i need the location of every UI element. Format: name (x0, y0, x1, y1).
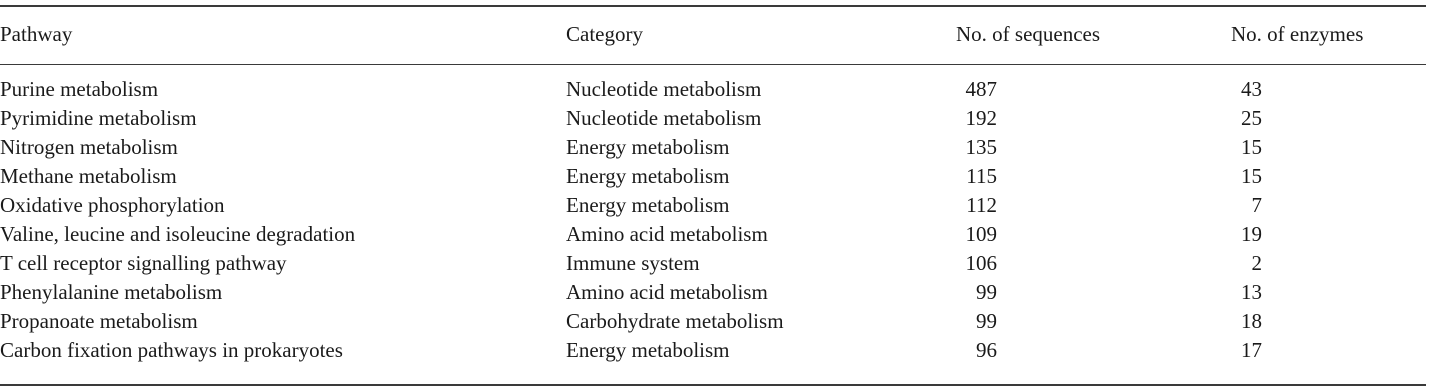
cell-category: Nucleotide metabolism (566, 77, 762, 101)
cell-enzymes: 18 (1241, 309, 1262, 333)
cell-sequences: 115 (966, 164, 997, 188)
cell-pathway: Phenylalanine metabolism (0, 280, 223, 304)
table-row (0, 104, 1431, 132)
cell-enzymes: 15 (1241, 164, 1262, 188)
cell-enzymes: 13 (1241, 280, 1262, 304)
table-row (0, 162, 1431, 190)
cell-pathway: Oxidative phosphorylation (0, 193, 225, 217)
cell-pathway: Methane metabolism (0, 164, 177, 188)
header-category: Category (566, 22, 643, 46)
cell-sequences: 135 (965, 135, 997, 159)
table-row (0, 278, 1431, 306)
cell-sequences: 99 (976, 309, 997, 333)
table-row (0, 249, 1431, 277)
table-row (0, 220, 1431, 248)
header-sequences: No. of sequences (956, 22, 1101, 46)
cell-sequences: 487 (965, 77, 997, 101)
cell-sequences: 99 (976, 280, 997, 304)
table-bottom-rule (0, 384, 1426, 386)
table-row (0, 307, 1431, 335)
cell-sequences: 106 (965, 251, 997, 275)
header-enzymes: No. of enzymes (1231, 22, 1364, 46)
cell-category: Energy metabolism (566, 193, 730, 217)
cell-category: Amino acid metabolism (566, 280, 768, 304)
cell-pathway: Nitrogen metabolism (0, 135, 178, 159)
cell-sequences: 192 (965, 106, 997, 130)
table-header (0, 20, 1431, 48)
header-pathway: Pathway (0, 22, 73, 46)
table-row (0, 336, 1431, 364)
cell-category: Carbohydrate metabolism (566, 309, 784, 333)
table-top-rule (0, 5, 1426, 7)
cell-enzymes: 7 (1251, 193, 1262, 217)
table-row (0, 75, 1431, 103)
cell-category: Energy metabolism (566, 135, 730, 159)
table-header-rule (0, 64, 1426, 65)
cell-enzymes: 19 (1241, 222, 1262, 246)
cell-pathway: Propanoate metabolism (0, 309, 198, 333)
cell-sequences: 109 (965, 222, 997, 246)
cell-category: Nucleotide metabolism (566, 106, 762, 130)
cell-enzymes: 25 (1241, 106, 1262, 130)
cell-enzymes: 2 (1251, 251, 1262, 275)
cell-pathway: Carbon fixation pathways in prokaryotes (0, 338, 343, 362)
cell-category: Amino acid metabolism (566, 222, 768, 246)
cell-pathway: T cell receptor signalling pathway (0, 251, 287, 275)
cell-pathway: Purine metabolism (0, 77, 159, 101)
cell-enzymes: 15 (1241, 135, 1262, 159)
table-row (0, 133, 1431, 161)
cell-sequences: 96 (976, 338, 997, 362)
cell-sequences: 112 (966, 193, 997, 217)
cell-pathway: Pyrimidine metabolism (0, 106, 197, 130)
cell-pathway: Valine, leucine and isoleucine degradation (0, 222, 356, 246)
cell-enzymes: 17 (1241, 338, 1262, 362)
cell-category: Immune system (566, 251, 700, 275)
cell-category: Energy metabolism (566, 338, 730, 362)
cell-category: Energy metabolism (566, 164, 730, 188)
table-row (0, 191, 1431, 219)
cell-enzymes: 43 (1241, 77, 1262, 101)
